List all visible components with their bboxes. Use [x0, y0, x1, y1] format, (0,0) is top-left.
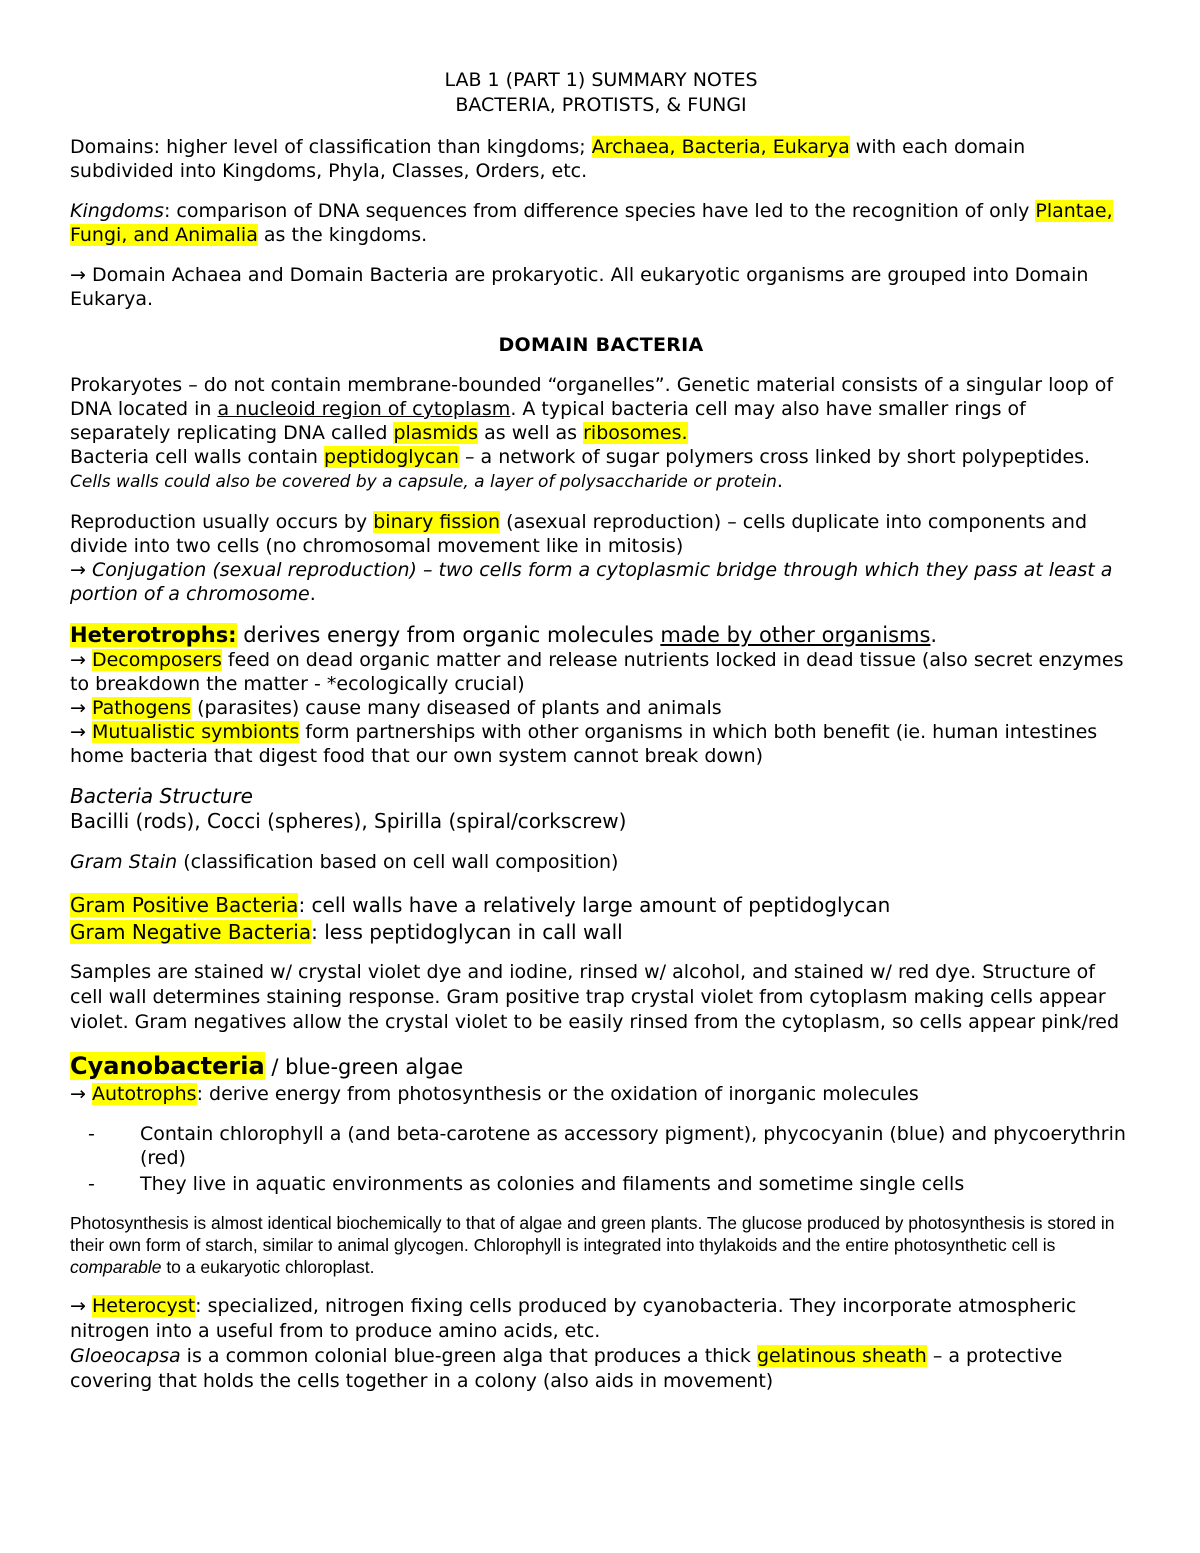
gloeocapsa-italic: Gloeocapsa — [70, 1345, 181, 1367]
arrow-icon: → — [70, 264, 86, 286]
cyanobacteria-highlight: Cyanobacteria — [70, 1052, 265, 1080]
photosynthesis-italic: comparable — [70, 1257, 162, 1277]
bacteria-structure-heading: Bacteria Structure — [70, 784, 253, 808]
domains-paragraph — [70, 135, 1132, 183]
domain-bacteria-heading: DOMAIN BACTERIA — [498, 334, 704, 356]
kingdoms-label: Kingdoms — [70, 200, 164, 222]
decomposers-highlight: Decomposers — [91, 649, 222, 671]
gram-stain-text: (classification based on cell wall composition) — [177, 851, 619, 873]
gram-stain-paragraph — [70, 850, 1132, 874]
prokaryotes-text-a: Prokaryotes – do not contain membrane-bounded “organelles”. Genetic material consists of a singular loop of DNA located in — [70, 374, 1114, 420]
nucleoid-underline: a nucleoid region of cytoplasm — [217, 398, 511, 420]
heterotrophs-text-a: derives energy from organic molecules — [236, 623, 661, 647]
dash-bullet: - — [88, 1123, 95, 1145]
plasmids-highlight: plasmids — [393, 422, 479, 444]
bullet-aquatic: They live in aquatic environments as colonies and filaments and sometime single cells — [140, 1173, 965, 1195]
mutualistic-highlight: Mutualistic symbionts — [91, 721, 300, 743]
prokaryote-note — [70, 263, 1132, 311]
mutualistic-text: form partnerships with other organisms in which both benefit (ie. human intestines home bacteria that digest food that our own system cannot break down) — [70, 721, 1098, 767]
gram-negative-text: : less peptidoglycan in call wall — [311, 920, 623, 944]
peptidoglycan-highlight: peptidoglycan — [324, 446, 459, 468]
document-body — [70, 68, 1132, 1394]
gram-types-paragraph — [70, 892, 1132, 946]
autotrophs-line — [70, 1082, 1132, 1106]
prokaryote-note-text: Domain Achaea and Domain Bacteria are prokaryotic. All eukaryotic organisms are grouped into Domain Eukarya. — [70, 264, 1089, 310]
kingdoms-text-a: : comparison of DNA sequences from difference species have led to the recognition of only — [163, 200, 1036, 222]
domains-text-a: Domains: higher level of classification than kingdoms; — [70, 136, 592, 158]
decomposers-text: feed on dead organic matter and release nutrients locked in dead tissue (also secret enzymes to breakdown the matter - *ecologically crucial) — [70, 649, 1124, 695]
cell-wall-text-b: – a network of sugar polymers cross linked by short polypeptides. — [458, 446, 1091, 468]
arrow-icon: → — [70, 721, 86, 743]
heterotrophs-highlight: Heterotrophs: — [70, 623, 237, 647]
pathogens-highlight: Pathogens — [91, 697, 192, 719]
ribosomes-highlight: ribosomes. — [583, 422, 688, 444]
arrow-icon: → — [70, 649, 86, 671]
capsule-note-end: . — [776, 470, 783, 492]
doc-title-line2: BACTERIA, PROTISTS, & FUNGI — [455, 94, 747, 116]
arrow-icon: → — [70, 1083, 86, 1105]
photosynthesis-text-b: to a eukaryotic chloroplast. — [161, 1257, 375, 1277]
photosynthesis-paragraph — [70, 1212, 1132, 1278]
heterocyst-paragraph — [70, 1294, 1132, 1394]
prokaryotes-text-c: as well as — [478, 422, 584, 444]
cell-wall-text-a: Bacteria cell walls contain — [70, 446, 325, 468]
prokaryotes-text-b: . A typical bacteria cell may also have smaller rings of separately replicating DNA called — [70, 398, 1026, 444]
gloeocapsa-text-a: is a common colonial blue-green alga that produces a thick — [180, 1345, 757, 1367]
arrow-icon: → — [70, 697, 86, 719]
cyanobacteria-heading — [70, 1052, 1132, 1082]
prokaryotes-paragraph — [70, 373, 1132, 494]
heterocyst-highlight: Heterocyst — [91, 1295, 196, 1317]
list-item — [70, 1122, 1132, 1170]
doc-title-line1: LAB 1 (PART 1) SUMMARY NOTES — [444, 69, 758, 91]
heterocyst-text: : specialized, nitrogen fixing cells produced by cyanobacteria. They incorporate atmospheric nitrogen into a useful from to produce amino acids, etc. — [70, 1295, 1077, 1342]
kingdoms-text-b: as the kingdoms. — [257, 224, 428, 246]
photosynthesis-text-a: Photosynthesis is almost identical biochemically to that of algae and green plants. The glucose produced by photosynthesis is stored in their own form of starch, similar to animal glycogen. Chlorophyll is integrated into thylakoids and the entire photosynthetic cell is — [70, 1213, 1115, 1255]
reproduction-text-b: (asexual reproduction) – cells duplicate into components and divide into two cells (no chromosomal movement like in mitosis) — [70, 511, 1087, 557]
gram-negative-highlight: Gram Negative Bacteria — [70, 920, 312, 944]
autotrophs-text: : derive energy from photosynthesis or the oxidation of inorganic molecules — [196, 1083, 919, 1105]
list-item — [70, 1172, 1132, 1196]
dash-bullet: - — [88, 1173, 95, 1195]
heterotrophs-text-b: . — [930, 623, 938, 647]
conjugation-end: . — [309, 583, 316, 605]
cyanobacteria-subtitle: / blue-green algae — [264, 1055, 464, 1079]
reproduction-paragraph — [70, 510, 1132, 606]
domains-text-b: with each domain subdivided into Kingdoms, Phyla, Classes, Orders, etc. — [70, 136, 1026, 182]
gelatinous-sheath-highlight: gelatinous sheath — [756, 1345, 927, 1367]
conjugation-text: Conjugation (sexual reproduction) – two cells form a cytoplasmic bridge through which they pass at least a portion of a chromosome — [70, 559, 1113, 605]
staining-paragraph: Samples are stained w/ crystal violet dye and iodine, rinsed w/ alcohol, and stained w/ red dye. Structure of cell wall determines staining response. Gram positive trap crystal violet from cytoplasm making cells appear violet. Gram negatives allow the crystal violet to be easily rinsed from the cytoplasm, so cells appear pink/red — [70, 961, 1120, 1033]
kingdoms-highlight: Plantae, Fungi, and Animalia — [70, 200, 1113, 246]
gram-positive-text: : cell walls have a relatively large amount of peptidoglycan — [298, 893, 891, 917]
arrow-icon: → — [70, 559, 86, 581]
autotrophs-highlight: Autotrophs — [91, 1083, 197, 1105]
arrow-icon: → — [70, 1295, 86, 1317]
pathogens-text: (parasites) cause many diseased of plants and animals — [191, 697, 722, 719]
gram-stain-label: Gram Stain — [70, 851, 178, 873]
reproduction-text-a: Reproduction usually occurs by — [70, 511, 374, 533]
gloeocapsa-text-b: – a protective covering that holds the cells together in a colony (also aids in movement) — [70, 1345, 1063, 1392]
capsule-note: Cells walls could also be covered by a capsule, a layer of polysaccharide or protein — [70, 472, 777, 492]
kingdoms-paragraph — [70, 199, 1132, 247]
heterotrophs-underline: made by other organisms — [660, 623, 931, 647]
binary-fission-highlight: binary fission — [373, 511, 501, 533]
bacteria-structure-text: Bacilli (rods), Cocci (spheres), Spirilla (spiral/corkscrew) — [70, 809, 627, 833]
bullet-chlorophyll: Contain chlorophyll a (and beta-carotene as accessory pigment), phycocyanin (blue) and phycoerythrin (red) — [140, 1123, 1126, 1169]
heterotrophs-paragraph — [70, 623, 1132, 768]
gram-positive-highlight: Gram Positive Bacteria — [70, 893, 299, 917]
domains-highlight: Archaea, Bacteria, Eukarya — [591, 136, 850, 158]
